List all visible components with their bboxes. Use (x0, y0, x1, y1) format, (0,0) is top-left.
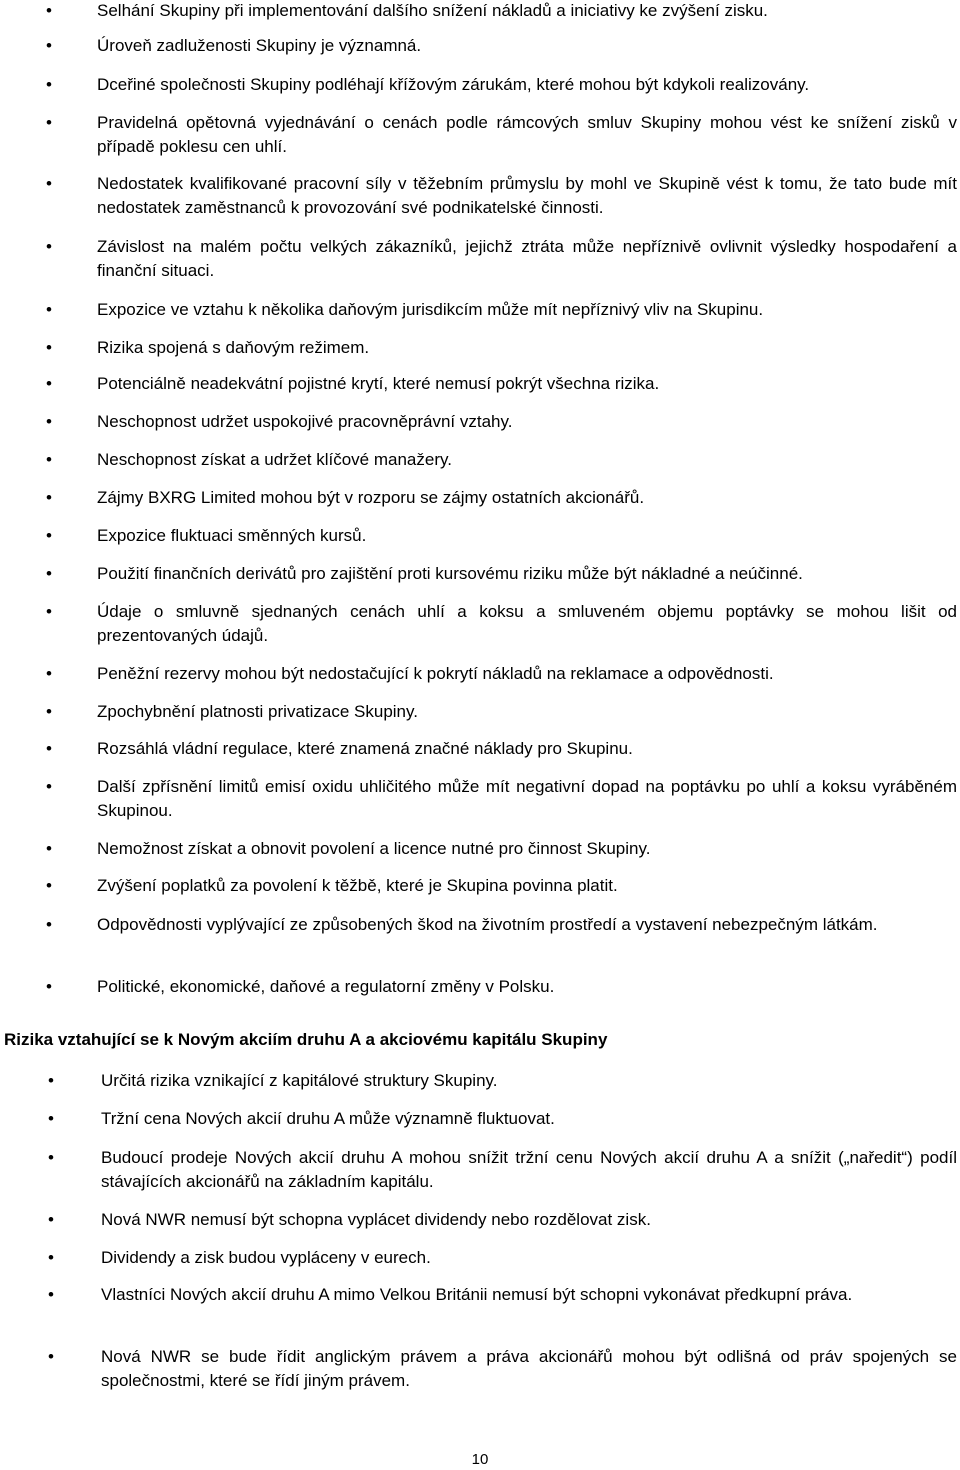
list-item-text: Určitá rizika vznikající z kapitálové struktury Skupiny. (101, 1071, 498, 1090)
bullet-icon: • (46, 338, 52, 357)
list-item-text: Úroveň zadluženosti Skupiny je významná. (97, 36, 422, 55)
bullet-icon: • (46, 36, 52, 55)
list-item-text: Rozsáhlá vládní regulace, které znamená značné náklady pro Skupinu. (97, 739, 633, 758)
list-item-text: Neschopnost získat a udržet klíčové manažery. (97, 450, 452, 469)
bullet-icon: • (46, 1, 52, 20)
list-item-text: Dividendy a zisk budou vypláceny v eurech. (101, 1248, 431, 1267)
bullet-icon: • (46, 237, 52, 256)
list-item-text: Odpovědnosti vyplývající ze způsobených škod na životním prostředí a vystavení nebezpečným látkám. (97, 915, 878, 934)
bullet-icon: • (46, 526, 52, 545)
bullet-icon: • (48, 1347, 54, 1366)
list-item-text: Zpochybnění platnosti privatizace Skupiny. (97, 702, 418, 721)
bullet-icon: • (48, 1148, 54, 1167)
list-item-text: Expozice ve vztahu k několika daňovým jurisdikcím může mít nepříznivý vliv na Skupinu. (97, 300, 764, 319)
list-item-text: Nemožnost získat a obnovit povolení a licence nutné pro činnost Skupiny. (97, 839, 651, 858)
list-item-text: Politické, ekonomické, daňové a regulatorní změny v Polsku. (97, 977, 555, 996)
list-item-text: Dceřiné společnosti Skupiny podléhají křížovým zárukám, které mohou být kdykoli realizovány. (97, 75, 810, 94)
bullet-icon: • (48, 1210, 54, 1229)
list-item-text: Závislost na malém počtu velkých zákazníků, jejichž ztráta může nepříznivě ovlivnit výsledky hospodaření a finanční situaci. (97, 237, 957, 280)
list-item-text: Zájmy BXRG Limited mohou být v rozporu se zájmy ostatních akcionářů. (97, 488, 645, 507)
bullet-icon: • (46, 300, 52, 319)
bullet-icon: • (46, 113, 52, 132)
list-item-text: Tržní cena Nových akcií druhu A může významně fluktuovat. (101, 1109, 555, 1128)
bullet-icon: • (46, 777, 52, 796)
bullet-icon: • (46, 75, 52, 94)
list-item-text: Údaje o smluvně sjednaných cenách uhlí a koksu a smluveném objemu poptávky se mohou lišit od prezentovaných údajů. (97, 602, 957, 645)
list-item-text: Neschopnost udržet uspokojivé pracovněprávní vztahy. (97, 412, 513, 431)
list-item-text: Zvýšení poplatků za povolení k těžbě, které je Skupina povinna platit. (97, 876, 618, 895)
list-item-text: Budoucí prodeje Nových akcií druhu A mohou snížit tržní cenu Nových akcií druhu A a snížit („naředit“) podíl stávajících akcionářů na základním kapitálu. (101, 1148, 957, 1191)
list-item-text: Vlastníci Nových akcií druhu A mimo Velkou Británii nemusí být schopni vykonávat předkupní práva. (101, 1285, 853, 1304)
bullet-icon: • (48, 1071, 54, 1090)
bullet-icon: • (46, 739, 52, 758)
bullet-icon: • (46, 664, 52, 683)
section-heading: Rizika vztahující se k Novým akciím druhu A a akciovému kapitálu Skupiny (4, 1030, 608, 1049)
bullet-icon: • (46, 412, 52, 431)
list-item-text: Nedostatek kvalifikované pracovní síly v těžebním průmyslu by mohl ve Skupině vést k tomu, že tato bude mít nedostatek zaměstnanců k provozování své podnikatelské činnosti. (97, 174, 957, 217)
list-item-text: Nová NWR nemusí být schopna vyplácet dividendy nebo rozdělovat zisk. (101, 1210, 651, 1229)
bullet-icon: • (48, 1109, 54, 1128)
list-item-text: Potenciálně neadekvátní pojistné krytí, které nemusí pokrýt všechna rizika. (97, 374, 660, 393)
list-item-text: Nová NWR se bude řídit anglickým právem a práva akcionářů mohou být odlišná od práv spojených se společnostmi, které se řídí jiným právem. (101, 1347, 957, 1390)
bullet-icon: • (46, 977, 52, 996)
bullet-icon: • (46, 839, 52, 858)
page-number: 10 (471, 1451, 489, 1468)
bullet-icon: • (46, 876, 52, 895)
list-item-text: Použití finančních derivátů pro zajištění proti kursovému riziku může být nákladné a neúčinné. (97, 564, 803, 583)
bullet-icon: • (48, 1285, 54, 1304)
bullet-icon: • (46, 915, 52, 934)
list-item-text: Selhání Skupiny při implementování dalšího snížení nákladů a iniciativy ke zvýšení zisku. (97, 1, 768, 20)
list-item-text: Expozice fluktuaci směnných kursů. (97, 526, 367, 545)
bullet-icon: • (46, 450, 52, 469)
bullet-icon: • (46, 488, 52, 507)
bullet-icon: • (46, 564, 52, 583)
bullet-icon: • (46, 374, 52, 393)
list-item-text: Rizika spojená s daňovým režimem. (97, 338, 370, 357)
bullet-icon: • (46, 602, 52, 621)
list-item-text: Pravidelná opětovná vyjednávání o cenách podle rámcových smluv Skupiny mohou vést ke snížení zisků v případě poklesu cen uhlí. (97, 113, 957, 156)
list-item-text: Peněžní rezervy mohou být nedostačující k pokrytí nákladů na reklamace a odpovědnosti. (97, 664, 774, 683)
bullet-icon: • (48, 1248, 54, 1267)
list-item-text: Další zpřísnění limitů emisí oxidu uhličitého může mít negativní dopad na poptávku po uhlí a koksu vyráběném Skupinou. (97, 777, 957, 820)
bullet-icon: • (46, 702, 52, 721)
bullet-icon: • (46, 174, 52, 193)
